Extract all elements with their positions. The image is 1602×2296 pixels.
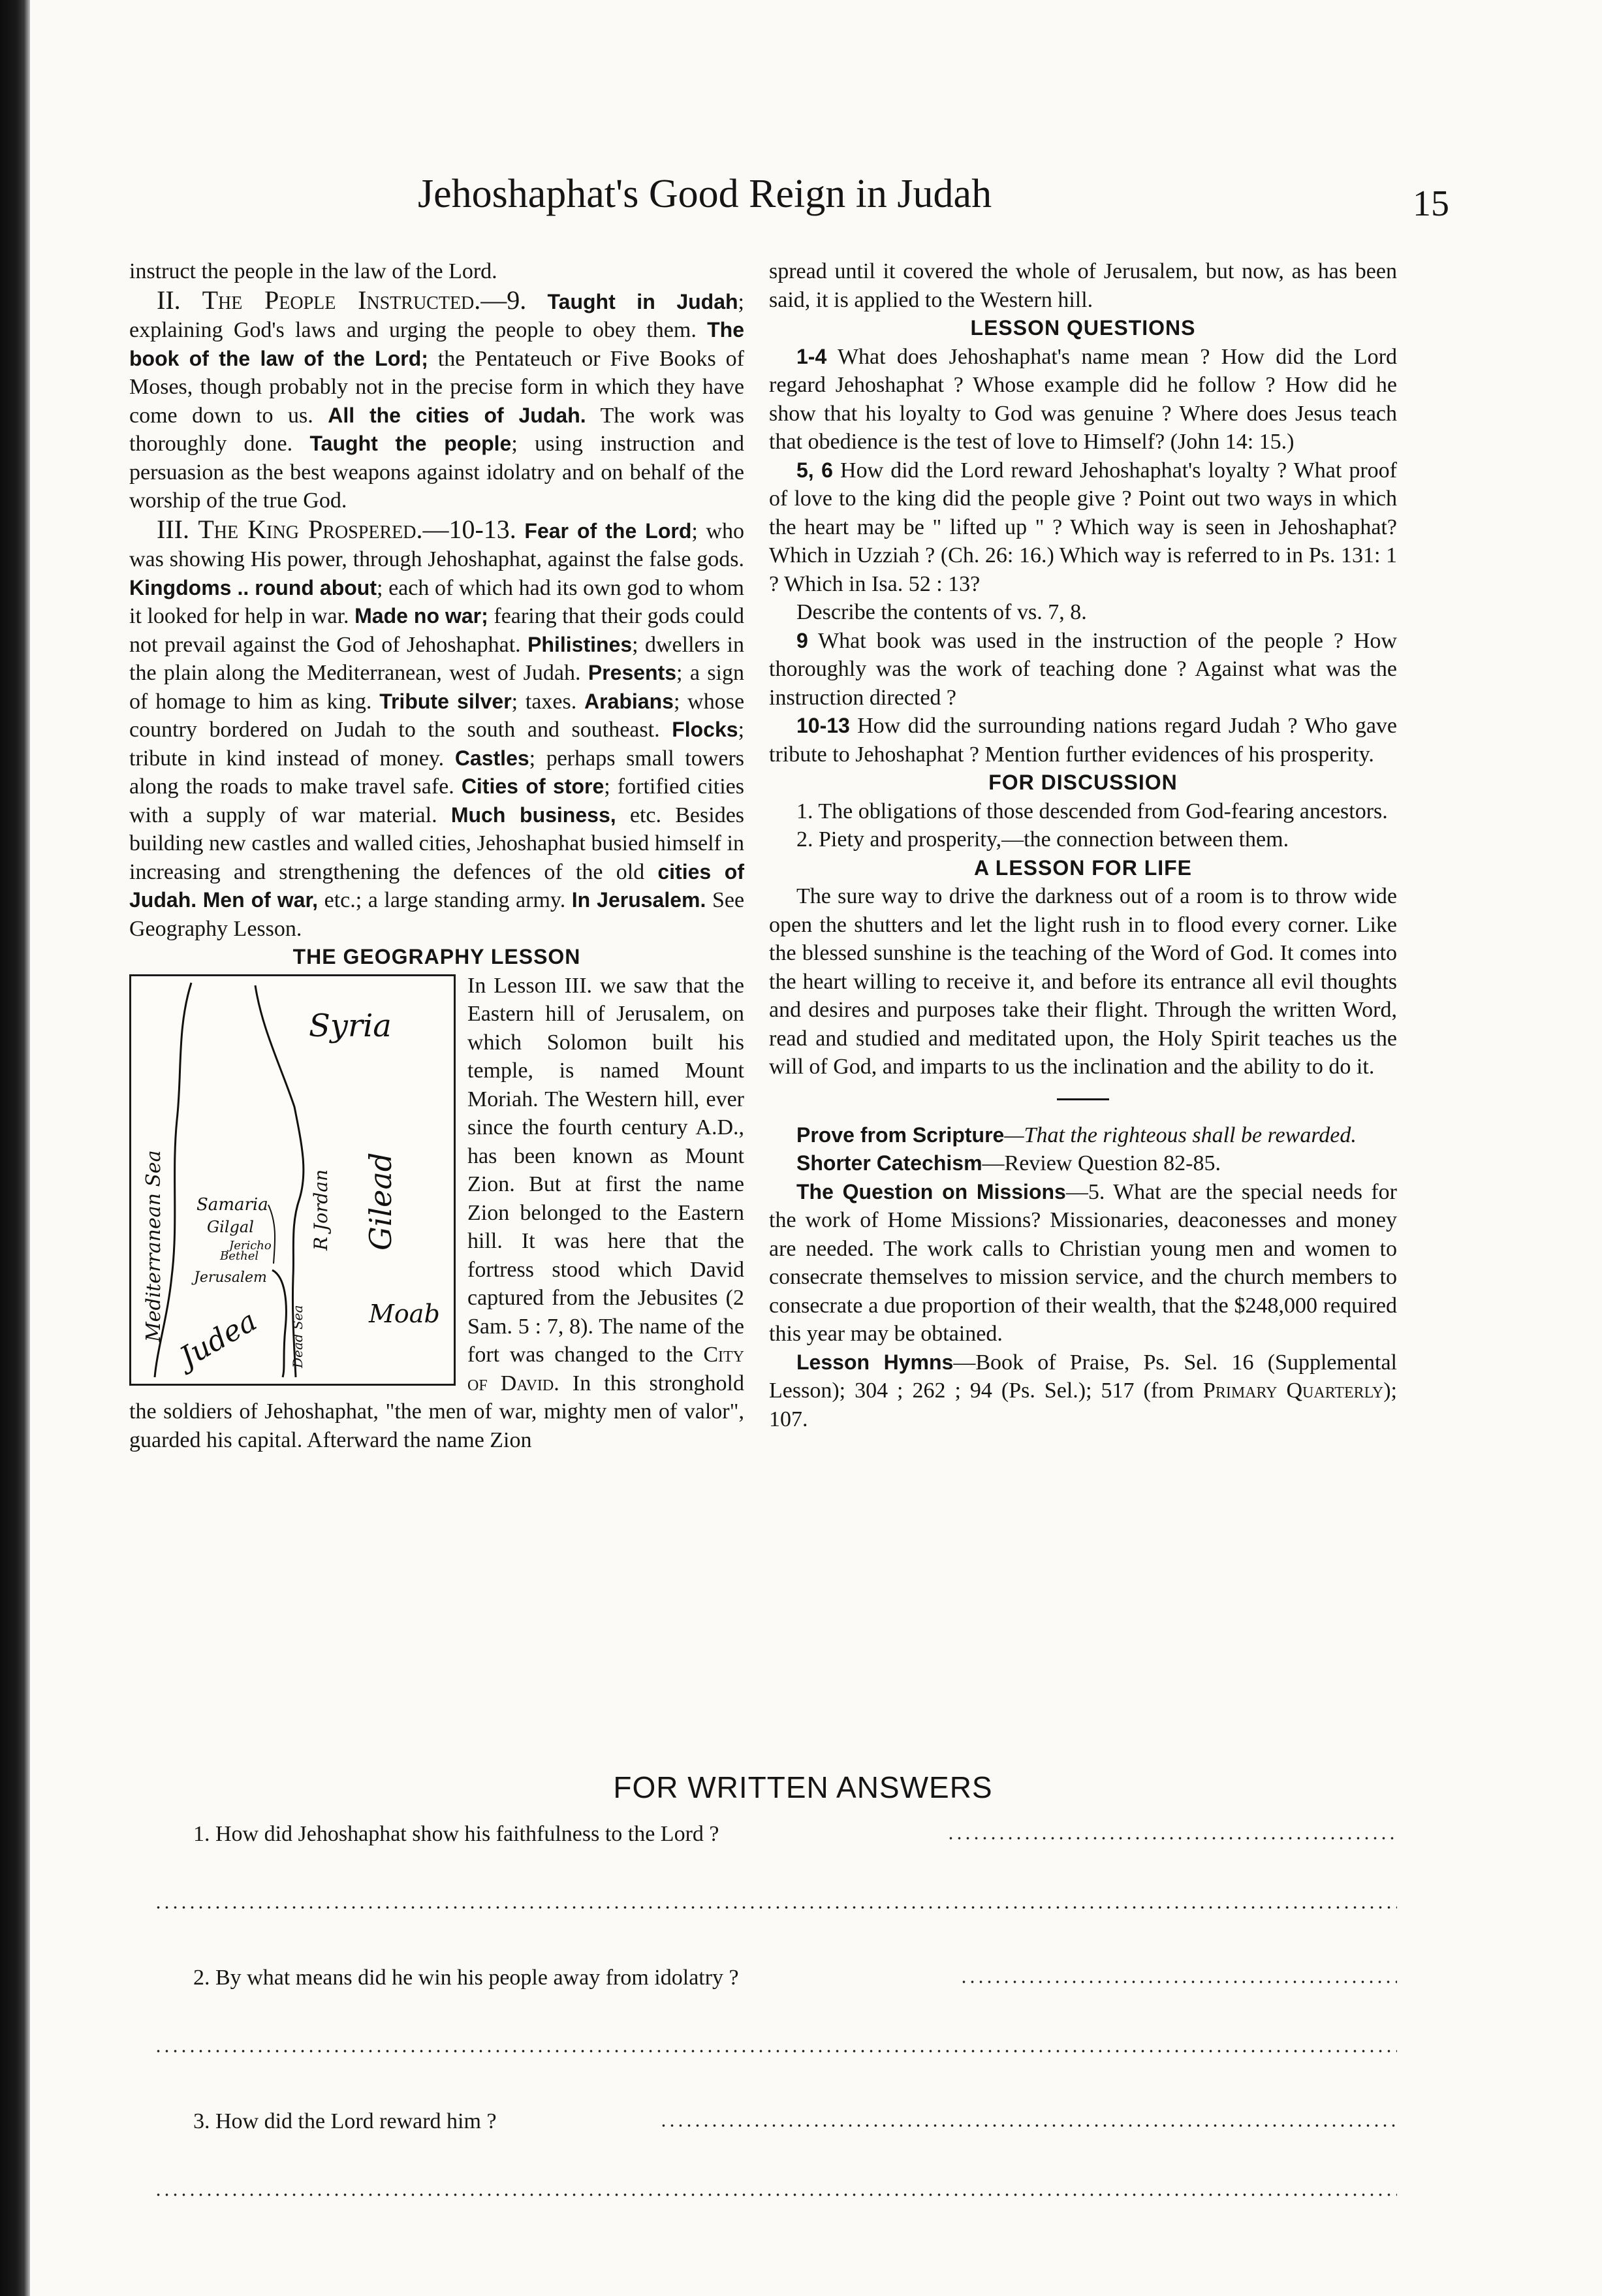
geo-text-part: In Lesson III. we saw that the Eastern hill of Jerusalem, on which Solomon built his temple, is named Mount Moriah. The Western hill, ever since the fourth century A.D., has been known as Mount Zion. But at first the name Zion belonged to the Eastern hill. It was here that the fortress stood which David captured from the Jebusites (2 Sam. 5 : 7, 8). The name of the fort was changed to the <box>467 973 744 1367</box>
geo-text-part: In this stronghold the soldiers of Jehoshaphat, "the men of war, mighty men of valor", guarded his capital. Afterward the name Zion <box>129 1371 744 1452</box>
gloss: ; tribute in kind instead of money. <box>129 718 745 771</box>
bold-term: The book of the law of the Lord; <box>129 318 745 370</box>
section-heading: II. The People Instructed.—9. <box>157 285 527 315</box>
gloss: —5. What are the special needs for the work of Home Missions? Missionaries, deaconesses and money are needed. The work calls to Christian young men and women to consecrate themselves to mission service, and the church members to consecrate a due proportion of their wealth, that the $248,000 required this year may be obtained. <box>769 1179 1397 1346</box>
answer-line[interactable] <box>960 1980 1397 1984</box>
small-caps-term: Primary Quarterly <box>1202 1379 1384 1403</box>
question-text: What does Jehoshaphat's name mean ? How did the Lord regard Jehoshaphat ? Whose example did he follow ? How did he show that his loyalty to God was genuine ? Where does Jesus teach that obedience is the test of love to Himself? (John 14: 15.) <box>769 344 1397 454</box>
divider <box>1057 1098 1109 1100</box>
question-block <box>769 712 1397 769</box>
bold-term: Castles <box>454 746 529 770</box>
bold-term: The Question on Missions <box>796 1179 1066 1204</box>
verse-ref: 10-13 <box>796 714 850 737</box>
lesson-questions-heading: LESSON QUESTIONS <box>970 316 1196 340</box>
map-label-jordan: R Jordan <box>310 1169 332 1251</box>
gloss: fearing that their gods could not prevail against the God of Jehoshaphat. <box>129 604 745 657</box>
gloss: The work was thoroughly done. <box>129 403 745 456</box>
bold-term: Philistines <box>527 632 633 656</box>
bold-term: Made no war; <box>354 604 488 628</box>
gloss: ; taxes. <box>511 689 577 714</box>
map-label-gilgal: Gilgal <box>207 1217 254 1236</box>
verse-ref: 1-4 <box>796 344 827 368</box>
bold-term: Flocks <box>672 718 738 741</box>
bold-term: Taught the people <box>309 432 512 455</box>
map-label-sea: Mediterranean Sea <box>142 1149 165 1342</box>
answer-line[interactable] <box>947 1836 1397 1840</box>
prove-from-scripture <box>769 1121 1397 1150</box>
answer-line[interactable] <box>659 2124 1397 2128</box>
discussion-item: 1. The obligations of those descended from God-fearing ancestors. <box>796 799 1388 823</box>
right-column <box>769 257 1397 1433</box>
question-block <box>769 343 1397 456</box>
shorter-catechism <box>769 1149 1397 1178</box>
gloss: ; fortified cities with a supply of war material. <box>129 774 744 827</box>
section-instructed <box>129 286 744 515</box>
map-label-gilead: Gilead <box>363 1152 398 1251</box>
bold-term: Cities of store <box>461 774 605 798</box>
answer-line[interactable] <box>154 2049 1397 2053</box>
written-answers-heading: FOR WRITTEN ANSWERS <box>613 1770 993 1804</box>
map-label-samaria: Samaria <box>196 1194 268 1215</box>
gloss: ; using instruction and persuasion as the best weapons against idolatry and on behalf of the worship of the true God. <box>129 432 745 513</box>
bold-term: In Jerusalem. <box>571 888 706 912</box>
map-label-dead-sea: Dead Sea <box>290 1305 306 1368</box>
gloss: —Review Question 82-85. <box>982 1151 1221 1175</box>
map-label-judea: Judea <box>174 1303 262 1375</box>
bold-term: Shorter Catechism <box>796 1151 982 1175</box>
map-label-jericho: Jericho <box>229 1238 272 1252</box>
question-block: Describe the contents of vs. 7, 8. <box>796 600 1087 624</box>
bold-term: Men of war, <box>202 888 319 912</box>
bold-term: Presents <box>588 661 677 684</box>
gloss: ; perhaps small towers along the roads to make travel safe. <box>129 746 744 799</box>
bold-term: Lesson Hymns <box>796 1350 954 1374</box>
discussion-item: 2. Piety and prosperity,—the connection between them. <box>796 827 1289 852</box>
map-of-palestine <box>129 974 456 1386</box>
lesson-for-life-text: The sure way to drive the darkness out of a room is to throw wide open the shutters and let the light rush in to flood every corner. Like the blessed sunshine is the teaching of the Word of God. It comes into the heart willing to receive it, and before its entrance all evil thoughts and desires and purposes take their flight. Through the written Word, read and studied and meditated upon, the Holy Spirit teaches us the will of God, and imparts to us the inclination and the ability to do it. <box>769 884 1397 1079</box>
section-heading: III. The King Prospered.—10-13. <box>157 514 516 544</box>
bold-term: cities of Judah. <box>129 859 744 912</box>
gloss: the Pentateuch or Five Books of Moses, though probably not in the precise form in which they have come down to us. <box>129 346 745 428</box>
verse-ref: 9 <box>796 628 808 652</box>
written-question-2: 2. By what means did he win his people away from idolatry ? <box>193 1966 739 1990</box>
question-block <box>769 456 1397 599</box>
gloss: ; whose country bordered on Judah to the south and southeast. <box>129 689 745 742</box>
gloss: See Geography Lesson. <box>129 888 745 941</box>
gloss: ; a sign of homage to him as king. <box>129 661 745 714</box>
verse-ref: 5, 6 <box>796 458 833 482</box>
map-label-syria: Syria <box>309 1007 392 1044</box>
gloss: etc.; a large standing army. <box>324 888 566 912</box>
bold-term: Much business, <box>450 803 616 827</box>
discussion-heading: FOR DISCUSSION <box>988 771 1178 794</box>
section-prospered <box>129 515 744 944</box>
question-block <box>769 627 1397 712</box>
left-column <box>129 257 744 1454</box>
gloss: etc. Besides building new castles and walled cities, Jehoshaphat busied himself in increasing and strengthening the defences of the old <box>129 803 745 884</box>
written-question-3: 3. How did the Lord reward him ? <box>193 2109 497 2133</box>
geography-heading: THE GEOGRAPHY LESSON <box>292 945 581 968</box>
italic-text: —That the righteous shall be rewarded. <box>1004 1123 1357 1147</box>
paragraph: instruct the people in the law of the Lord. <box>129 259 497 283</box>
paragraph: spread until it covered the whole of Jerusalem, but now, as has been said, it is applied to the Western hill. <box>769 259 1397 312</box>
map-label-jerusalem: Jerusalem <box>194 1269 267 1286</box>
bold-term: Arabians <box>584 689 674 713</box>
bold-term: Tribute silver <box>379 689 512 713</box>
gloss: ; dwellers in the plain along the Mediterranean, west of Judah. <box>129 632 745 685</box>
bold-term: Fear of the Lord <box>524 518 692 543</box>
gloss: ; each of which had its own god to whom it looked for help in war. <box>129 575 744 628</box>
question-text: How did the Lord reward Jehoshaphat's loyalty ? What proof of love to the king did the people give ? Point out two ways in which the heart may be " lifted up " ? Which way is seen in Jehoshaphat? Which in Uzziah ? (Ch. 26: 16.) Which way is referred to in Ps. 131: 1 ? Which in Isa. 52 : 13? <box>769 458 1398 596</box>
small-caps-term: City of David. <box>467 1343 744 1395</box>
binding-edge <box>0 0 30 2296</box>
question-on-missions <box>769 1178 1397 1348</box>
question-text: How did the surrounding nations regard Judah ? Who gave tribute to Jehoshaphat ? Mention further evidences of his prosperity. <box>769 714 1398 767</box>
gloss: ; who was showing His power, through Jehoshaphat, against the false gods. <box>129 518 745 571</box>
running-head: Jehoshaphat's Good Reign in Judah <box>418 172 992 216</box>
gloss: ; explaining God's laws and urging the people to obey them. <box>129 289 744 342</box>
lesson-hymns <box>769 1348 1397 1434</box>
question-text: What book was used in the instruction of the people ? How thoroughly was the work of teaching done ? Against what was the instruction directed ? <box>769 628 1397 710</box>
answer-line[interactable] <box>154 2193 1397 2197</box>
map-label-bethel: Bethel <box>220 1249 259 1263</box>
bold-term: All the cities of Judah. <box>328 403 586 427</box>
lesson-for-life-heading: A LESSON FOR LIFE <box>973 855 1193 880</box>
geography-lesson <box>129 972 744 1455</box>
written-question-1: 1. How did Jehoshaphat show his faithfulness to the Lord ? <box>193 1822 719 1846</box>
gloss: —Book of Praise, Ps. Sel. 16 (Supplemental Lesson); 304 ; 262 ; 94 (Ps. Sel.); 517 (from <box>769 1350 1398 1403</box>
gloss: ); 107. <box>769 1379 1397 1431</box>
answer-line[interactable] <box>154 1905 1397 1909</box>
bold-term: Kingdoms .. round about <box>129 575 377 599</box>
page-number: 15 <box>1413 183 1449 224</box>
bold-term: Taught in Judah <box>547 289 738 313</box>
map-label-moab: Moab <box>369 1299 440 1328</box>
bold-term: Prove from Scripture <box>796 1123 1005 1147</box>
